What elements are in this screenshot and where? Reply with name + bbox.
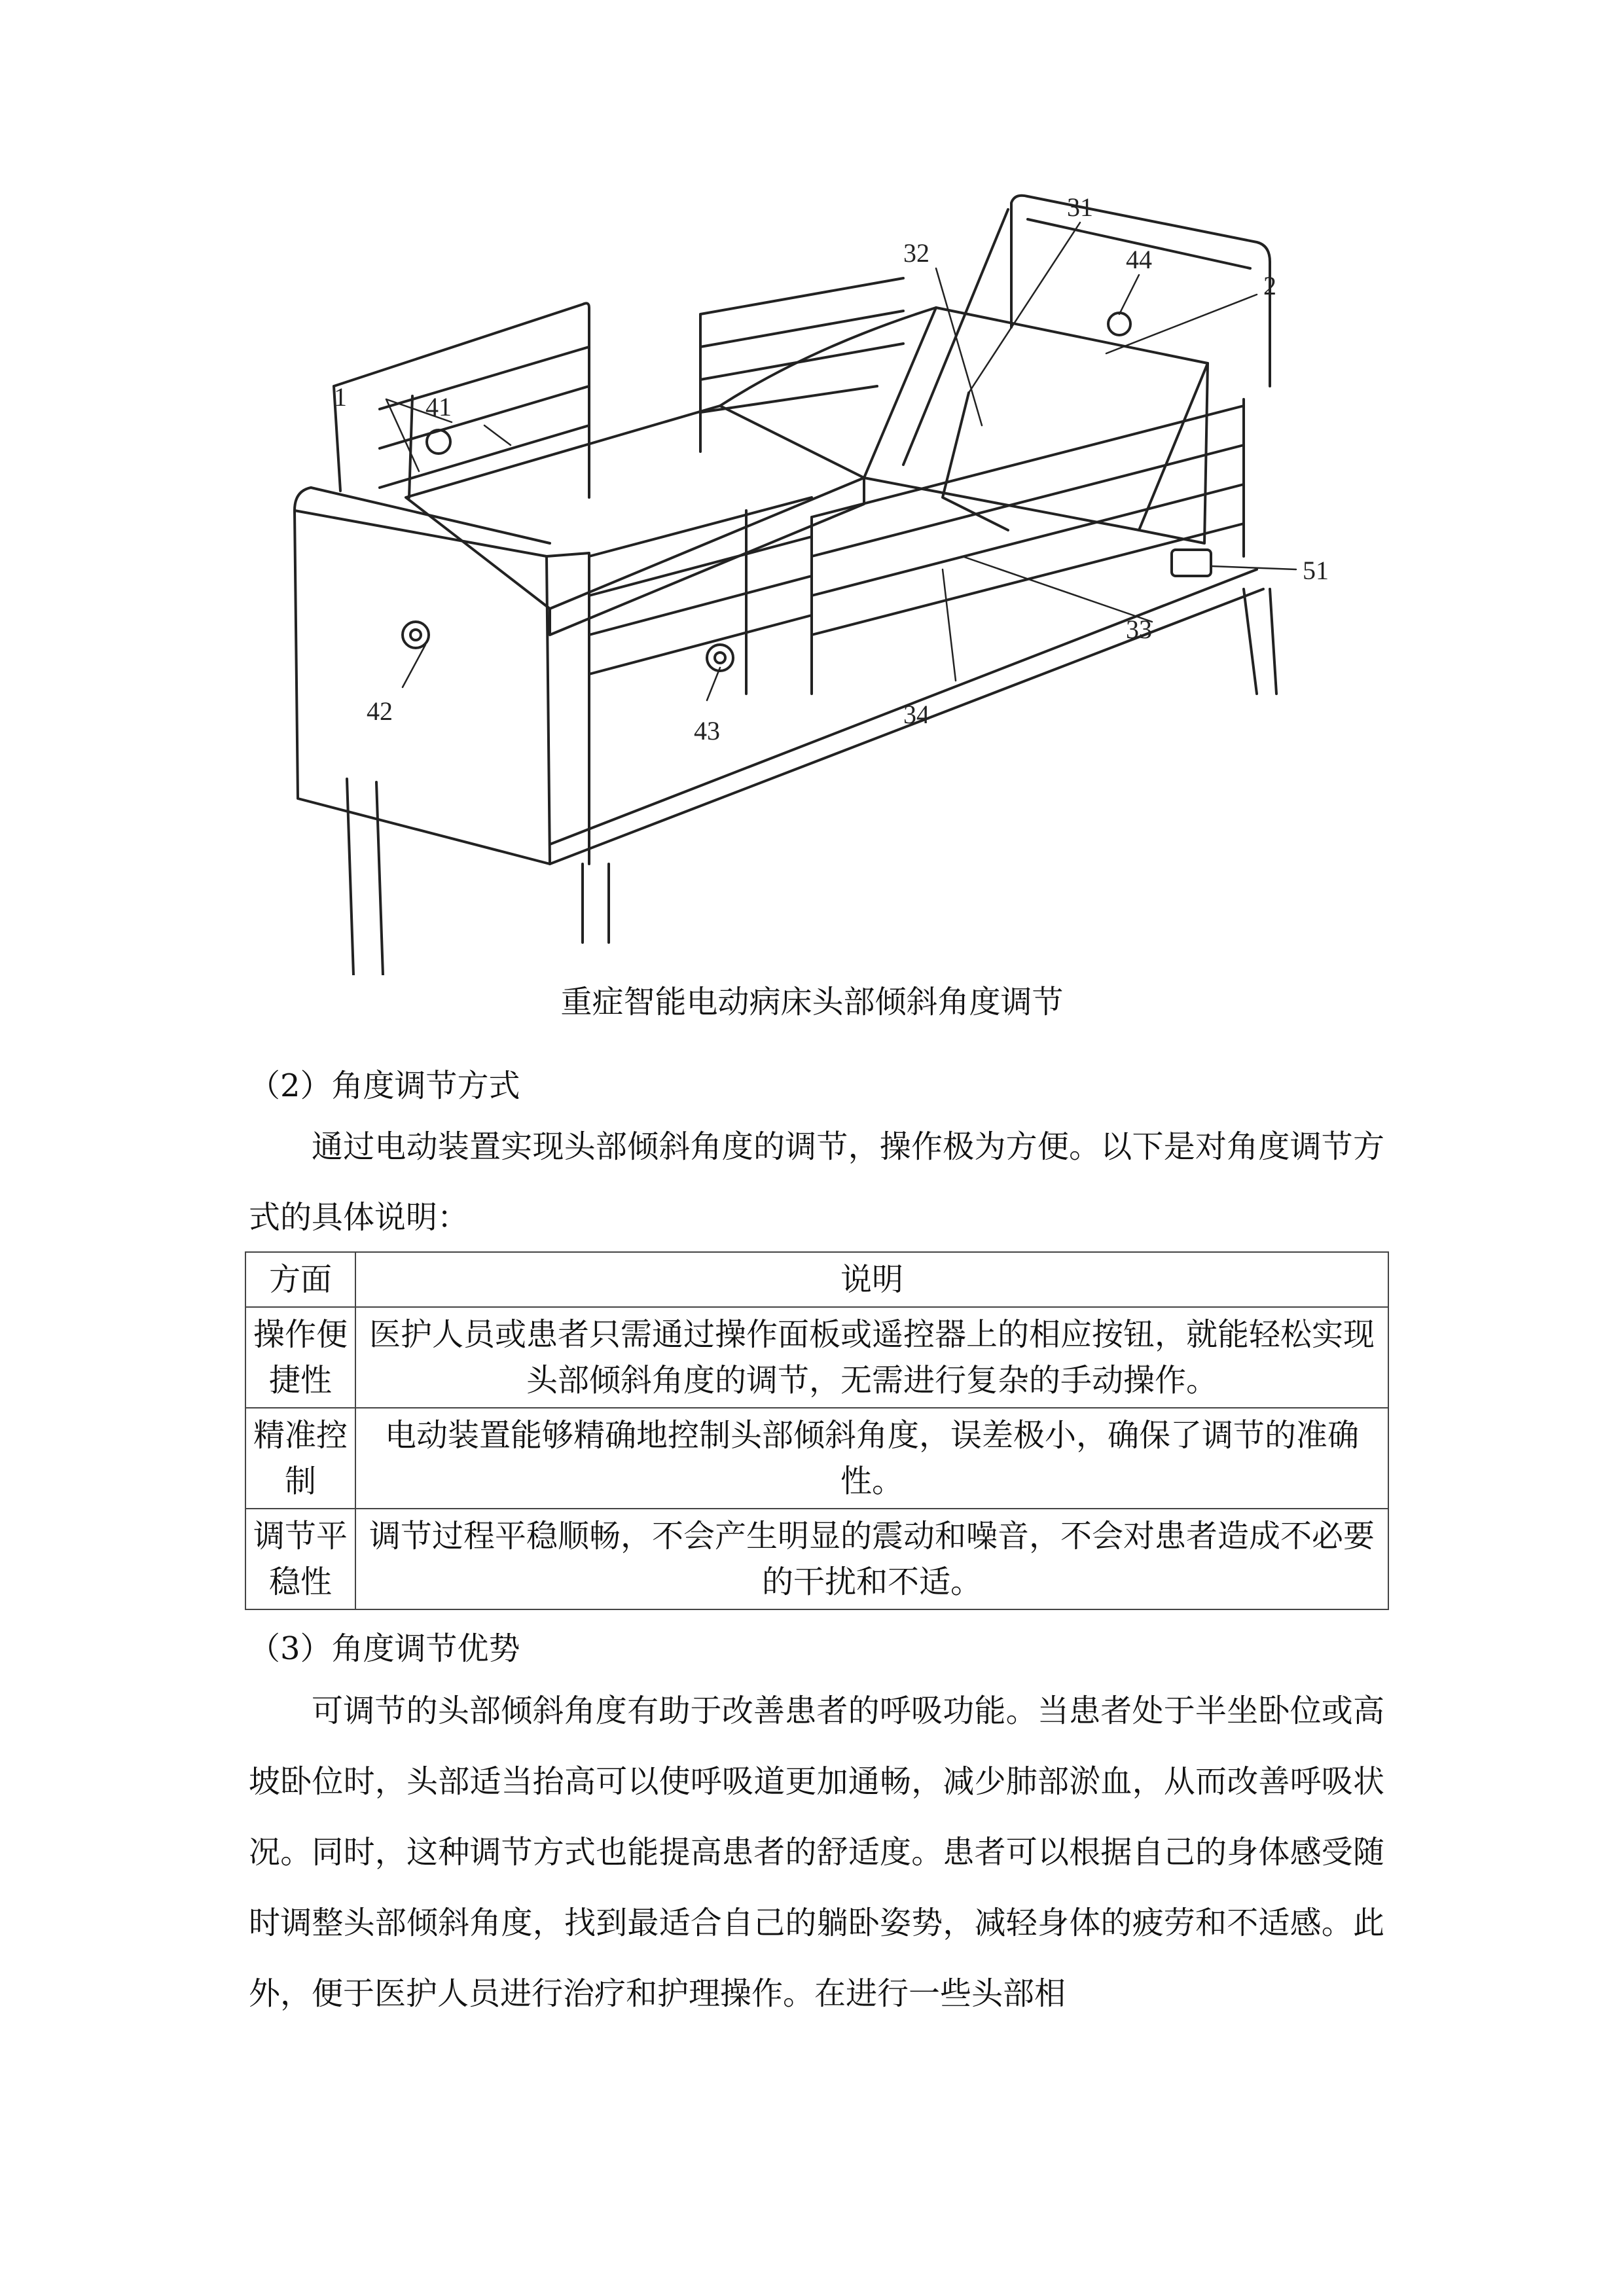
mattress <box>406 406 864 609</box>
header-description: 说明 <box>355 1252 1388 1307</box>
rail-front-right <box>812 399 1244 694</box>
table-row <box>245 1307 1388 1408</box>
knob-41 <box>427 430 450 454</box>
row-description: 医护人员或患者只需通过操作面板或遥控器上的相应按钮，就能轻松实现头部倾斜角度的调节，无需进行复杂的手动操作。 <box>355 1307 1388 1408</box>
fig-label-51: 51 <box>1303 556 1329 585</box>
knob-44 <box>1108 313 1130 335</box>
table-row <box>245 1509 1388 1609</box>
knob-42 <box>403 622 429 648</box>
row-aspect: 操作便捷性 <box>245 1307 355 1408</box>
rail-back-left <box>334 303 589 497</box>
fig-label-32: 32 <box>903 238 929 268</box>
table-header-row <box>245 1252 1388 1307</box>
bed-illustration <box>275 190 1362 975</box>
leg-front-right <box>583 864 609 942</box>
header-aspect: 方面 <box>245 1252 355 1307</box>
row-description: 电动装置能够精确地控制头部倾斜角度，误差极小，确保了调节的准确性。 <box>355 1408 1388 1509</box>
fig-label-43: 43 <box>694 716 720 745</box>
motor-51 <box>1172 550 1211 576</box>
head-board <box>1011 196 1270 386</box>
leg-back-right <box>1244 589 1276 694</box>
fig-label-44: 44 <box>1126 245 1152 274</box>
bed-diagram <box>275 190 1362 975</box>
fig-label-34: 34 <box>903 700 929 729</box>
section-3-heading: （3）角度调节优势 <box>249 1630 520 1667</box>
rail-front-left <box>589 497 812 694</box>
adjustment-method-table <box>245 1251 1389 1610</box>
fig-label-2: 2 <box>1263 271 1276 300</box>
foot-board <box>295 511 550 864</box>
fig-label-31: 31 <box>1067 192 1093 222</box>
leg-front-left <box>347 779 383 975</box>
fig-label-42: 42 <box>367 696 393 726</box>
raised-head-section <box>864 308 1208 530</box>
figure-caption: 重症智能电动病床头部倾斜角度调节 <box>560 984 1064 1020</box>
section-3-body: 可调节的头部倾斜角度有助于改善患者的呼吸功能。当患者处于半坐卧位或高坡卧位时，头部适当抬高可以使呼吸道更加通畅，减少肺部淤血，从而改善呼吸状况。同时，这种调节方式也能提高患者的舒适度。患者可以根据自己的身体感受随时调整头部倾斜角度，找到最适合自己的躺卧姿势，减轻身体的疲劳和不适感。此外，便于医护人员进行治疗和护理操作。在进行一些头部相 <box>249 1693 1384 2012</box>
rail-back-center <box>700 278 903 452</box>
section-2-heading: （2）角度调节方式 <box>249 1067 520 1104</box>
row-aspect: 精准控制 <box>245 1408 355 1509</box>
fig-label-1: 1 <box>334 382 347 412</box>
row-description: 调节过程平稳顺畅，不会产生明显的震动和噪音，不会对患者造成不必要的干扰和不适。 <box>355 1509 1388 1609</box>
fig-label-41: 41 <box>425 392 452 422</box>
section-2-intro: 通过电动装置实现头部倾斜角度的调节，操作极为方便。以下是对角度调节方式的具体说明： <box>249 1128 1384 1236</box>
fig-label-33: 33 <box>1126 615 1152 644</box>
row-aspect: 调节平稳性 <box>245 1509 355 1609</box>
table-row <box>245 1408 1388 1509</box>
